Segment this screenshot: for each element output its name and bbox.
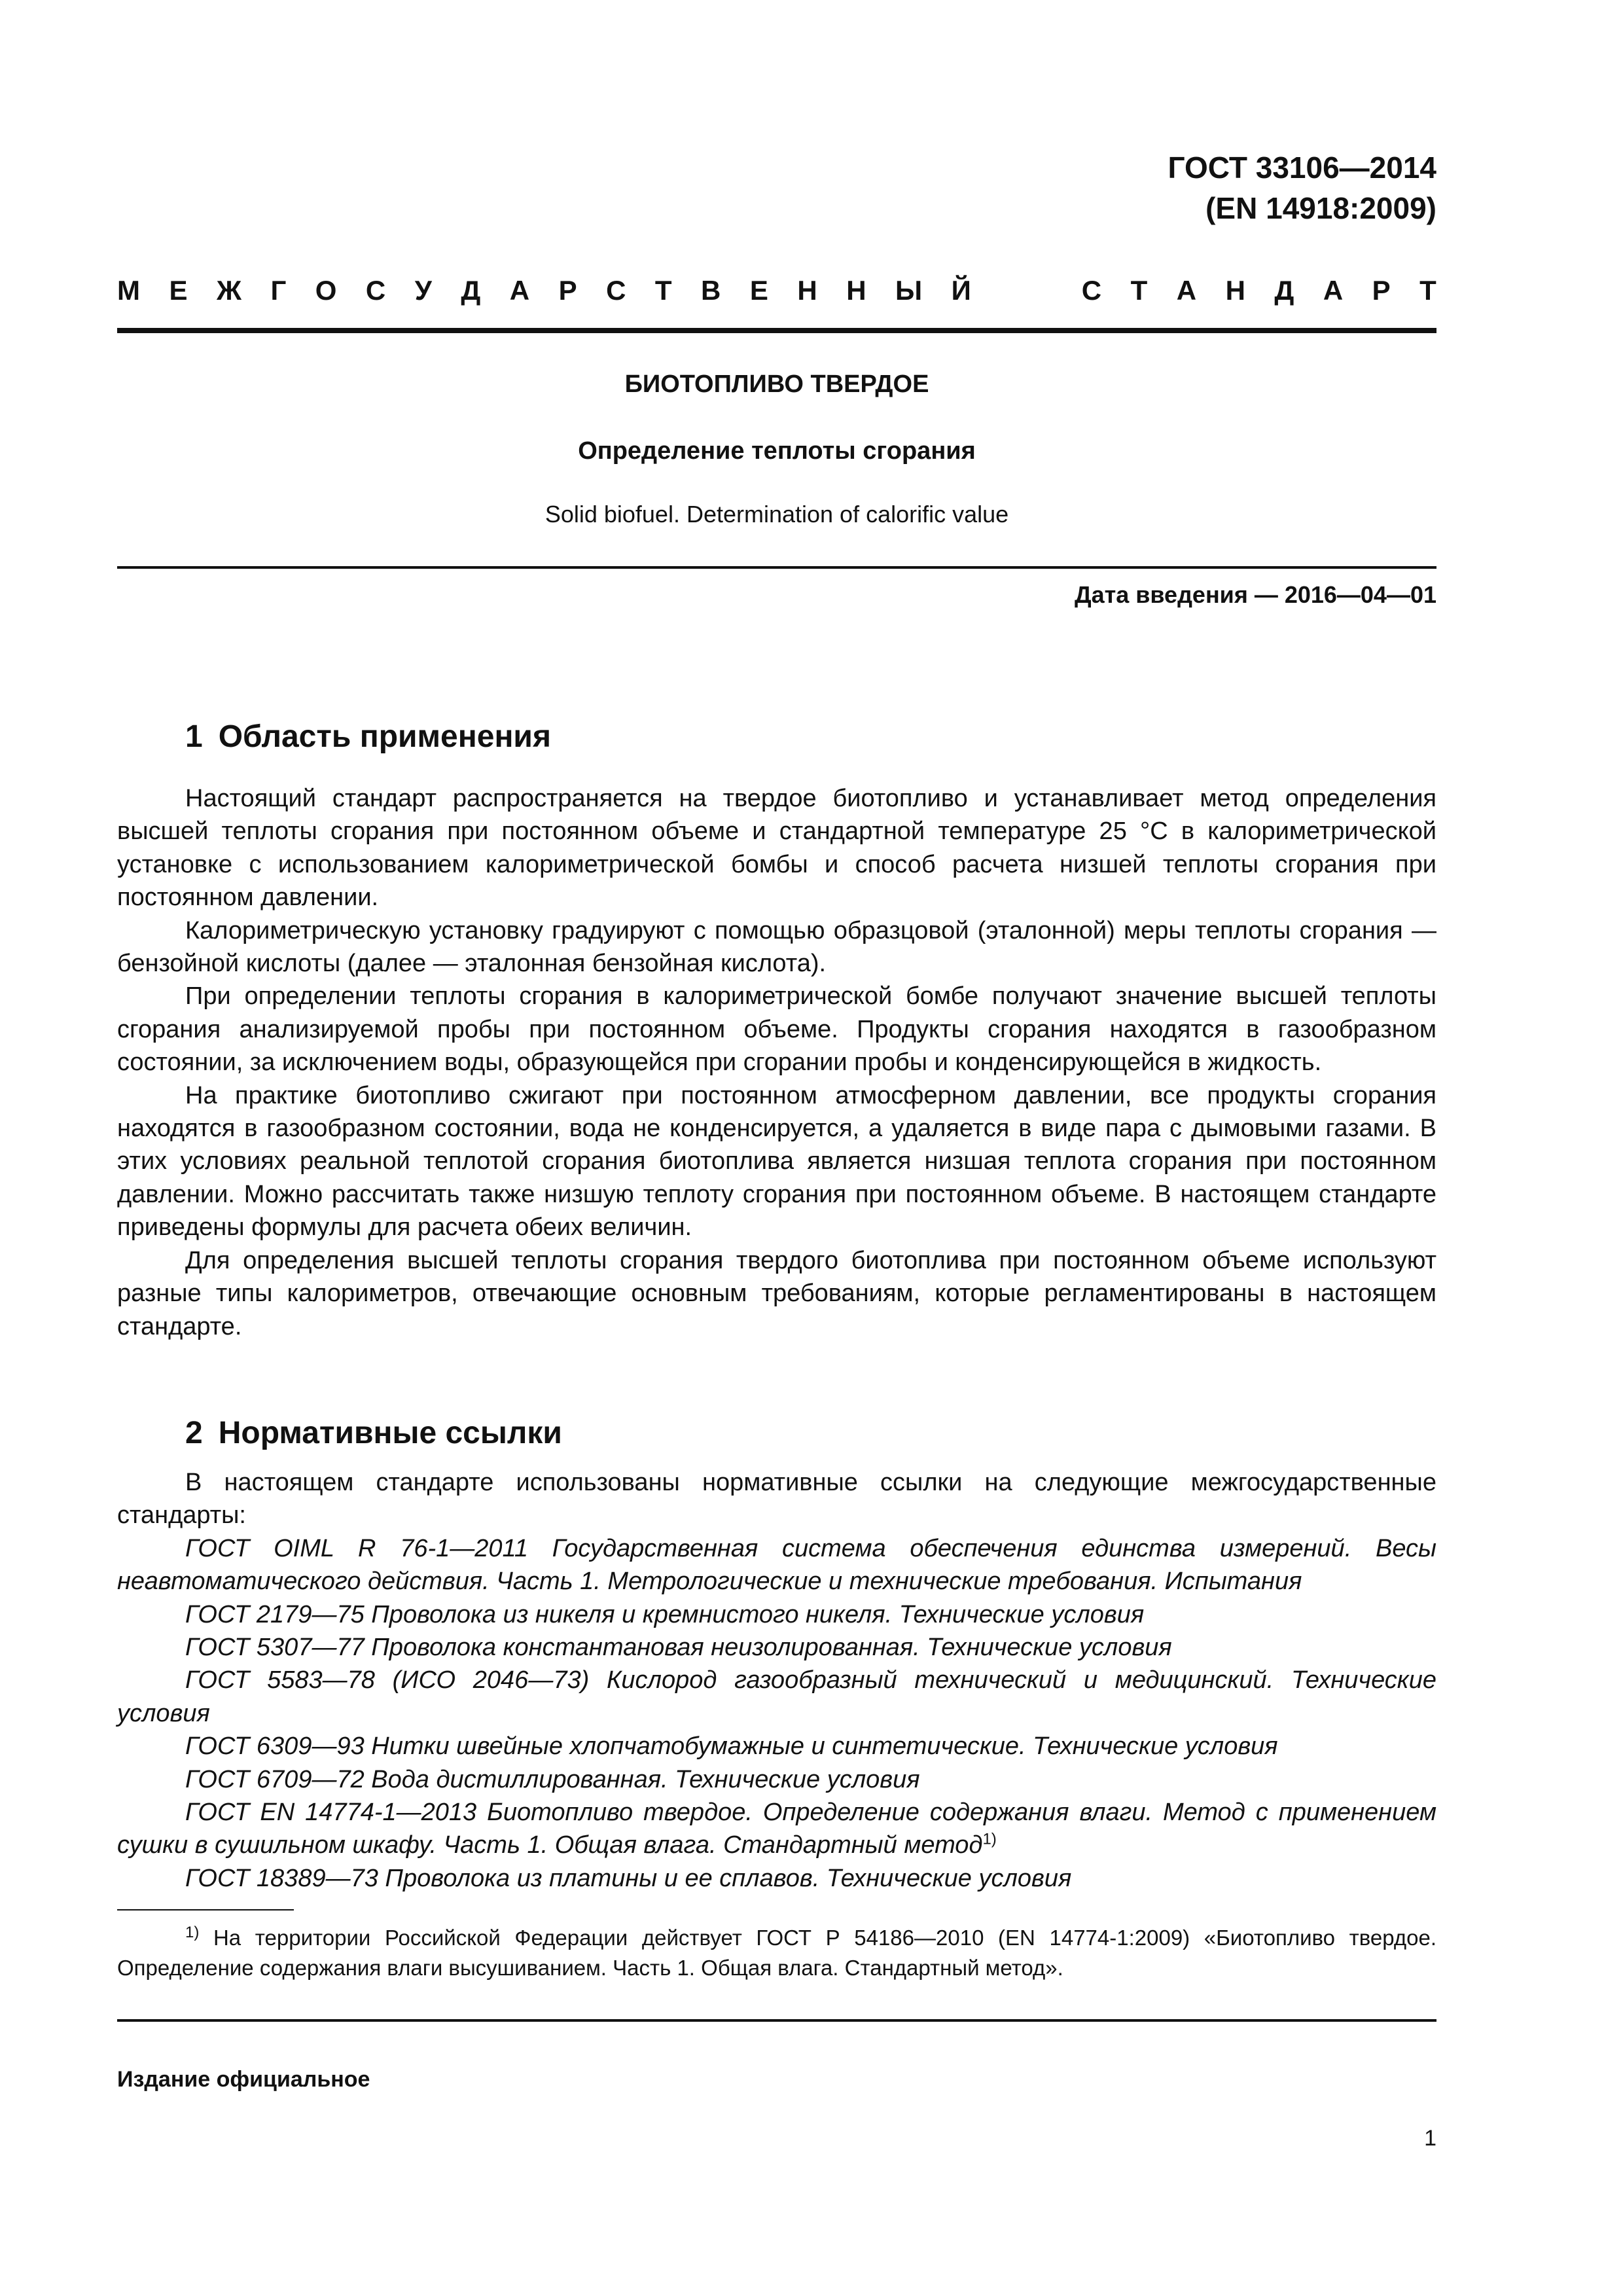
section-1-paragraph: На практике биотопливо сжигают при постоянном атмосферном давлении, все продукты сгорания находятся в газообразном состоянии, вода не конденсируется, а удаляется в виде пара с дымовыми газами. В этих условиях реальной теплотой сгорания биотоплива является низшая теплота сгорания при постоянном давлении. Можно рассчитать также низшую теплоту сгорания при постоянном объеме. В настоящем стандарте приведены формулы для расчета обеих величин. [117, 1081, 1436, 1242]
banner-letter: О [315, 275, 337, 306]
banner-letter: А [1323, 275, 1344, 306]
banner-letter: Р [558, 275, 577, 306]
section-2-number: 2 [185, 1416, 203, 1450]
banner-letter: В [701, 275, 721, 306]
footer-rule [117, 2019, 1436, 2022]
section-1-paragraph: При определении теплоты сгорания в калориметрической бомбе получают значение высшей теплоты сгорания анализируемой пробы при постоянном объеме. Продукты сгорания находятся в газообразном состоянии, за исключением воды, образующейся при сгорании пробы и конденсирующейся в жидкость. [117, 982, 1436, 1077]
reference-item: ГОСТ 6709—72 Вода дистиллированная. Технические условия [185, 1765, 920, 1793]
reference-item: ГОСТ 6309—93 Нитки швейные хлопчатобумажные и синтетические. Технические условия [185, 1732, 1278, 1761]
references-intro: В настоящем стандарте использованы нормативные ссылки на следующие межгосударственные стандарты: [117, 1469, 1436, 1530]
banner-letter: Ж [216, 275, 241, 306]
banner-letter: Ы [895, 275, 923, 306]
banner-letter: Т [1419, 275, 1436, 306]
footnote-mark: 1) [185, 1924, 200, 1941]
banner-letter: Д [1274, 275, 1294, 306]
footnote-separator [117, 1909, 294, 1910]
reference-item: ГОСТ OIML R 76-1—2011 Государственная система обеспечения единства измерений. Весы неавтоматического действия. Часть 1. Метрологические и технические требования. Испытания [117, 1534, 1436, 1596]
banner-letter: Н [797, 275, 817, 306]
reference-item-text: ГОСТ EN 14774-1—2013 Биотопливо твердое. Определение содержания влаги. Метод с применением сушки в сушильном шкафу. Часть 1. Общая влага. Стандартный метод [117, 1799, 1436, 1859]
document-title-english: Solid biofuel. Determination of calorific value [544, 501, 1009, 528]
standard-number-gost: ГОСТ 33106—2014 [1168, 151, 1436, 185]
banner-letter: С [365, 275, 386, 306]
banner-letter: У [414, 275, 432, 306]
reference-item: ГОСТ 5583—78 (ИСО 2046—73) Кислород газообразный технический и медицинский. Технические условия [117, 1666, 1436, 1727]
section-2-title: Нормативные ссылки [218, 1416, 562, 1450]
section-1-title: Область применения [218, 719, 551, 754]
banner-letter: Т [654, 275, 672, 306]
banner-letter: Д [461, 275, 481, 306]
reference-item: ГОСТ 18389—73 Проволока из платины и ее сплавов. Технические условия [185, 1864, 1072, 1892]
banner-letter: Р [1372, 275, 1391, 306]
section-1-heading [185, 717, 551, 757]
banner-letter: С [1081, 275, 1102, 306]
official-edition-label: Издание официальное [117, 2067, 370, 2092]
banner-letter: Т [1130, 275, 1148, 306]
section-2-heading [185, 1414, 562, 1453]
banner-letter: А [509, 275, 530, 306]
banner-word-gap [1000, 274, 1052, 308]
section-1-body [117, 782, 1436, 1343]
document-title: БИОТОПЛИВО ТВЕРДОЕ [624, 370, 929, 398]
reference-item [117, 1796, 1436, 1862]
banner-letter: Е [169, 275, 188, 306]
banner-letter: Е [749, 275, 768, 306]
footnote-reference[interactable]: 1) [982, 1830, 997, 1848]
reference-item: ГОСТ 2179—75 Проволока из никеля и кремнистого никеля. Технические условия [185, 1600, 1145, 1628]
section-1-paragraph: Калориметрическую установку градуируют с помощью образцовой (эталонной) меры теплоты сгорания — бензойной кислоты (далее — эталонная бензойная кислота). [117, 916, 1436, 978]
standard-number-en: (EN 14918:2009) [1205, 191, 1436, 225]
introduction-date: Дата введения — 2016—04—01 [1074, 581, 1436, 608]
section-1-paragraph: Для определения высшей теплоты сгорания твердого биотоплива при постоянном объеме используют разные типы калориметров, отвечающие основным требованиям, которые регламентированы в настоящем стандарте. [117, 1246, 1436, 1340]
section-1-number: 1 [185, 719, 203, 754]
normative-references [117, 1466, 1436, 1895]
banner-letter: Н [1225, 275, 1245, 306]
reference-item: ГОСТ 5307—77 Проволока константановая неизолированная. Технические условия [185, 1634, 1172, 1662]
title-rule [117, 566, 1436, 569]
banner-letter: М [117, 275, 140, 306]
banner-letter: А [1176, 275, 1197, 306]
banner-letter: Г [270, 275, 287, 306]
banner-letter: Й [951, 275, 971, 306]
banner-letter: Н [846, 275, 866, 306]
footnote [117, 1923, 1436, 1983]
page-number: 1 [1424, 2126, 1436, 2151]
banner-letter: С [606, 275, 626, 306]
section-1-paragraph: Настоящий стандарт распространяется на твердое биотопливо и устанавливает метод определения высшей теплоты сгорания при постоянном объеме и стандартной температуре 25 °C в калориметрической установке с использованием калориметрической бомбы и способ расчета низшей теплоты сгорания при постоянном давлении. [117, 785, 1436, 912]
standard-number [1168, 147, 1436, 228]
document-subtitle: Определение теплоты сгорания [578, 437, 976, 465]
interstate-standard-banner [117, 274, 1436, 308]
header-rule [117, 328, 1436, 333]
footnote-text: На территории Российской Федерации действует ГОСТ Р 54186—2010 (EN 14774-1:2009) «Биотопливо твердое. Определение содержания влаги высушиванием. Часть 1. Общая влага. Стандартный метод». [117, 1926, 1436, 1980]
